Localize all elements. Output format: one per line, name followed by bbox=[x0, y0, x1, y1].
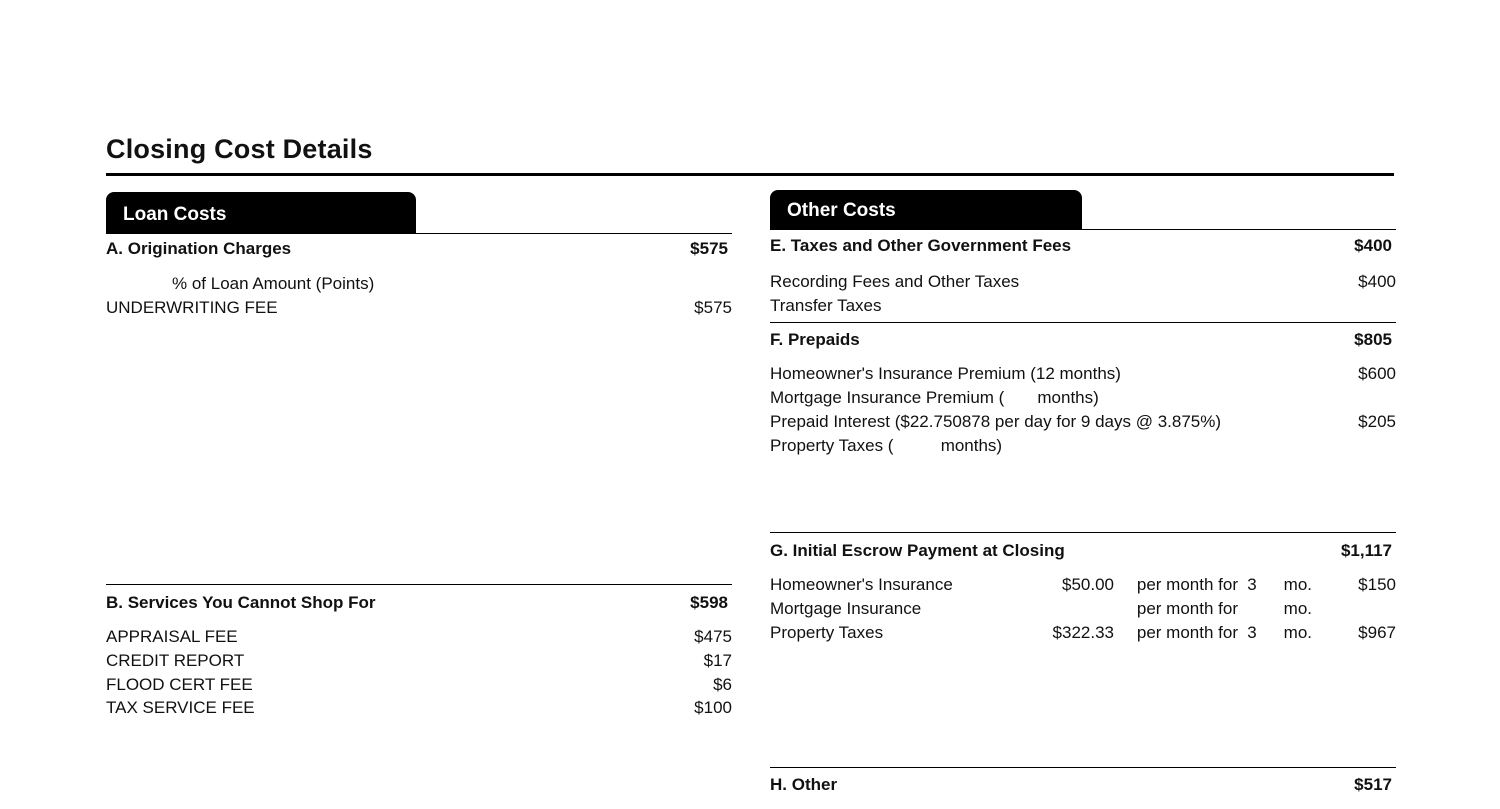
month-count: 3 bbox=[1247, 623, 1257, 642]
escrow-line-item bbox=[770, 573, 1396, 597]
section-total: $517 bbox=[1354, 775, 1392, 794]
section-divider bbox=[106, 584, 732, 585]
other-costs-column bbox=[770, 189, 1396, 809]
escrow-line-item bbox=[770, 621, 1396, 645]
monthly-rate: $50.00 bbox=[1062, 575, 1114, 594]
line-item-amount: $150 bbox=[1358, 575, 1396, 594]
line-item-label: Recording Fees and Other Taxes bbox=[770, 272, 1020, 291]
per-month-label: per month for bbox=[1136, 575, 1238, 594]
other-costs-tab: Other Costs bbox=[770, 190, 1082, 230]
line-item-label: CREDIT REPORT bbox=[106, 651, 245, 670]
section-total: $805 bbox=[1354, 330, 1392, 349]
line-item-amount: $17 bbox=[703, 651, 732, 670]
line-item-amount: $400 bbox=[1358, 272, 1396, 291]
line-item-label: APPRAISAL FEE bbox=[106, 627, 238, 646]
section-heading bbox=[770, 236, 1396, 256]
section-title: H. Other bbox=[770, 775, 838, 794]
section-divider bbox=[770, 532, 1396, 533]
line-item-label: Mortgage Insurance bbox=[770, 599, 922, 618]
page-title: Closing Cost Details bbox=[106, 134, 373, 164]
section-heading bbox=[770, 775, 1396, 795]
line-item-label: Homeowner's Insurance bbox=[770, 575, 953, 594]
months-unit: mo. bbox=[1283, 623, 1312, 642]
line-item-amount: $475 bbox=[694, 627, 732, 646]
section-title: F. Prepaids bbox=[770, 330, 860, 349]
section-divider bbox=[770, 322, 1396, 323]
monthly-rate: $322.33 bbox=[1052, 623, 1114, 642]
line-item bbox=[106, 696, 732, 720]
section-title: E. Taxes and Other Government Fees bbox=[770, 236, 1072, 255]
tab-divider bbox=[416, 233, 732, 234]
escrow-line-item bbox=[770, 597, 1396, 621]
line-item-label: Mortgage Insurance Premium ( months) bbox=[770, 388, 1099, 407]
line-item bbox=[770, 410, 1396, 434]
section-heading bbox=[770, 541, 1396, 561]
line-item-amount: $967 bbox=[1358, 623, 1396, 642]
loan-costs-tab: Loan Costs bbox=[106, 192, 416, 234]
line-item-label: Prepaid Interest ($22.750878 per day for 9 days @ 3.875%) bbox=[770, 412, 1222, 431]
tab-divider bbox=[1082, 229, 1396, 230]
line-item-label: UNDERWRITING FEE bbox=[106, 298, 278, 317]
line-item bbox=[770, 386, 1396, 410]
line-item bbox=[106, 272, 732, 296]
line-item-amount: $6 bbox=[713, 675, 732, 694]
section-total: $1,117 bbox=[1340, 541, 1392, 560]
line-item-amount: $205 bbox=[1358, 412, 1396, 431]
line-item bbox=[770, 294, 1396, 318]
loan-costs-column bbox=[106, 189, 732, 809]
months-unit: mo. bbox=[1283, 599, 1312, 618]
line-item-label: Homeowner's Insurance Premium (12 months) bbox=[770, 364, 1121, 383]
title-divider bbox=[106, 173, 1394, 176]
per-month-label: per month for bbox=[1136, 599, 1238, 618]
line-item-label: Transfer Taxes bbox=[770, 296, 882, 315]
line-item bbox=[106, 625, 732, 649]
section-title: A. Origination Charges bbox=[106, 239, 292, 258]
line-item-label: FLOOD CERT FEE bbox=[106, 675, 253, 694]
section-total: $575 bbox=[690, 239, 728, 258]
line-item bbox=[106, 649, 732, 673]
line-item-amount: $100 bbox=[694, 698, 732, 717]
line-item-amount: $600 bbox=[1358, 364, 1396, 383]
section-title: G. Initial Escrow Payment at Closing bbox=[770, 541, 1065, 560]
line-item-amount: $575 bbox=[694, 298, 732, 317]
line-item-label: % of Loan Amount (Points) bbox=[172, 274, 375, 293]
section-heading bbox=[770, 330, 1396, 350]
section-heading bbox=[106, 593, 732, 613]
line-item-label: Property Taxes ( months) bbox=[770, 436, 1003, 455]
line-item bbox=[770, 270, 1396, 294]
months-unit: mo. bbox=[1283, 575, 1312, 594]
section-heading bbox=[106, 239, 732, 259]
section-total: $598 bbox=[690, 593, 728, 612]
line-item bbox=[770, 434, 1396, 458]
month-count: 3 bbox=[1247, 575, 1257, 594]
line-item bbox=[770, 362, 1396, 386]
section-divider bbox=[770, 767, 1396, 768]
line-item bbox=[106, 296, 732, 320]
line-item bbox=[106, 673, 732, 697]
section-total: $400 bbox=[1354, 236, 1392, 255]
line-item-label: TAX SERVICE FEE bbox=[106, 698, 255, 717]
line-item-label: Property Taxes bbox=[770, 623, 884, 642]
section-title: B. Services You Cannot Shop For bbox=[106, 593, 376, 612]
per-month-label: per month for bbox=[1136, 623, 1238, 642]
